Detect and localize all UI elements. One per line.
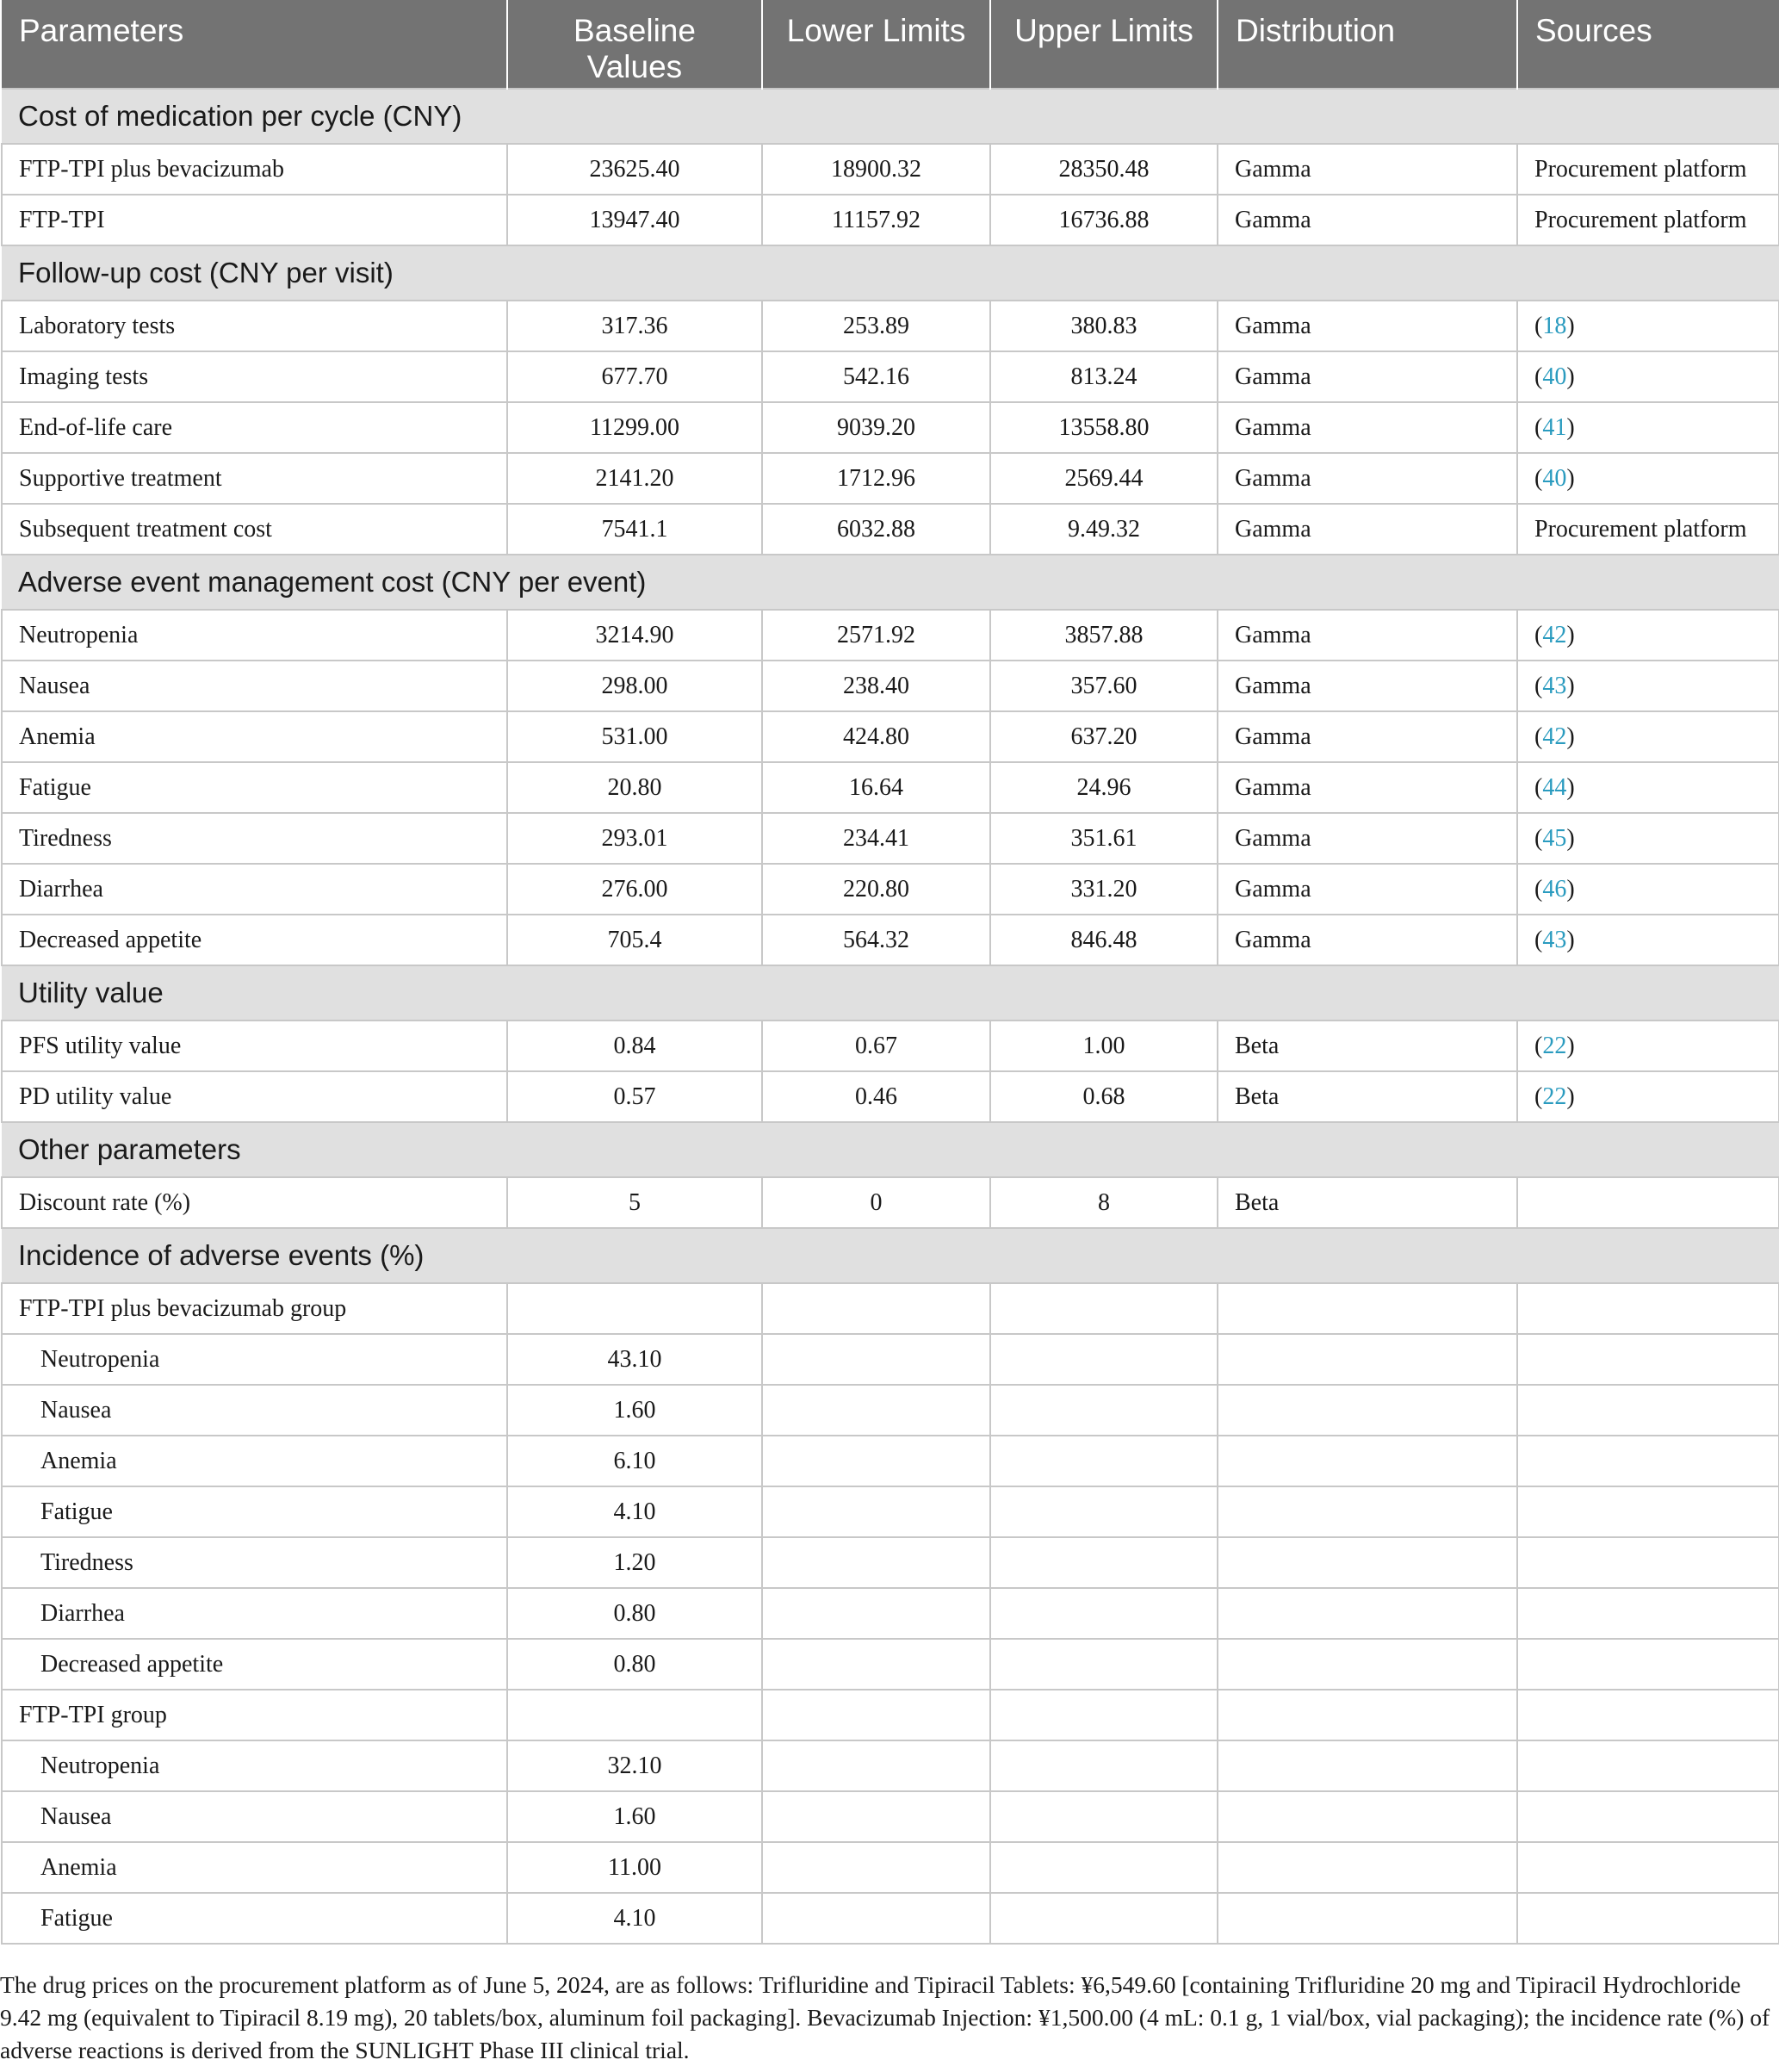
parameter-name: Neutropenia <box>2 1740 507 1791</box>
upper-limit: 351.61 <box>990 813 1218 864</box>
ref-paren-open: ( <box>1534 464 1543 492</box>
parameter-name: Nausea <box>2 1791 507 1842</box>
distribution: Gamma <box>1218 301 1517 351</box>
baseline-value: 1.20 <box>507 1537 762 1588</box>
distribution: Gamma <box>1218 864 1517 915</box>
baseline-value: 43.10 <box>507 1334 762 1385</box>
parameter-name: Supportive treatment <box>2 453 507 504</box>
source <box>1517 1639 1779 1690</box>
section-title: Incidence of adverse events (%) <box>2 1228 1779 1283</box>
lower-limit: 220.80 <box>762 864 990 915</box>
lower-limit: 6032.88 <box>762 504 990 555</box>
table-row <box>2 661 1779 711</box>
upper-limit: 9.49.32 <box>990 504 1218 555</box>
table-row <box>2 610 1779 661</box>
ref-paren-open: ( <box>1534 413 1543 441</box>
distribution: Beta <box>1218 1020 1517 1071</box>
table-row <box>2 1740 1779 1791</box>
source-reference <box>1517 1020 1779 1071</box>
source <box>1517 1842 1779 1893</box>
upper-limit <box>990 1385 1218 1436</box>
source <box>1517 1588 1779 1639</box>
baseline-value: 20.80 <box>507 762 762 813</box>
lower-limit: 253.89 <box>762 301 990 351</box>
source <box>1517 1436 1779 1486</box>
source-reference <box>1517 402 1779 453</box>
source: Procurement platform <box>1517 195 1779 245</box>
source <box>1517 1690 1779 1740</box>
lower-limit: 542.16 <box>762 351 990 402</box>
source: Procurement platform <box>1517 504 1779 555</box>
parameters-table <box>1 0 1779 1945</box>
baseline-value <box>507 1283 762 1334</box>
table-row <box>2 711 1779 762</box>
table-row <box>2 1283 1779 1334</box>
distribution: Gamma <box>1218 661 1517 711</box>
source-reference <box>1517 915 1779 965</box>
table-row <box>2 504 1779 555</box>
baseline-value: 293.01 <box>507 813 762 864</box>
baseline-value: 4.10 <box>507 1893 762 1944</box>
upper-limit: 28350.48 <box>990 144 1218 195</box>
upper-limit <box>990 1436 1218 1486</box>
section-title: Other parameters <box>2 1122 1779 1177</box>
upper-limit <box>990 1334 1218 1385</box>
table-row <box>2 762 1779 813</box>
baseline-value: 4.10 <box>507 1486 762 1537</box>
lower-limit: 1712.96 <box>762 453 990 504</box>
baseline-value: 32.10 <box>507 1740 762 1791</box>
table-row <box>2 915 1779 965</box>
upper-limit: 16736.88 <box>990 195 1218 245</box>
ref-paren-open: ( <box>1534 312 1543 339</box>
lower-limit: 234.41 <box>762 813 990 864</box>
lower-limit <box>762 1385 990 1436</box>
upper-limit: 2569.44 <box>990 453 1218 504</box>
lower-limit: 2571.92 <box>762 610 990 661</box>
source <box>1517 1740 1779 1791</box>
reference-link[interactable]: 43 <box>1542 672 1567 699</box>
distribution <box>1218 1436 1517 1486</box>
upper-limit <box>990 1740 1218 1791</box>
source: Procurement platform <box>1517 144 1779 195</box>
lower-limit: 0 <box>762 1177 990 1228</box>
section-row <box>2 1228 1779 1283</box>
lower-limit: 18900.32 <box>762 144 990 195</box>
lower-limit <box>762 1690 990 1740</box>
parameter-name: Imaging tests <box>2 351 507 402</box>
parameter-name: Diarrhea <box>2 1588 507 1639</box>
distribution <box>1218 1893 1517 1944</box>
source-reference <box>1517 301 1779 351</box>
reference-link[interactable]: 43 <box>1542 926 1567 953</box>
lower-limit <box>762 1486 990 1537</box>
baseline-value: 0.57 <box>507 1071 762 1122</box>
table-row <box>2 402 1779 453</box>
source-reference <box>1517 351 1779 402</box>
lower-limit <box>762 1842 990 1893</box>
reference-link[interactable]: 45 <box>1542 824 1567 852</box>
source-reference <box>1517 813 1779 864</box>
parameter-name: Decreased appetite <box>2 915 507 965</box>
lower-limit: 9039.20 <box>762 402 990 453</box>
distribution <box>1218 1334 1517 1385</box>
distribution <box>1218 1740 1517 1791</box>
baseline-value: 23625.40 <box>507 144 762 195</box>
parameter-name: FTP-TPI plus bevacizumab group <box>2 1283 507 1334</box>
ref-paren-open: ( <box>1534 875 1543 903</box>
upper-limit: 8 <box>990 1177 1218 1228</box>
table-row <box>2 1791 1779 1842</box>
parameter-name: FTP-TPI <box>2 195 507 245</box>
table-row <box>2 351 1779 402</box>
distribution: Beta <box>1218 1177 1517 1228</box>
ref-paren-open: ( <box>1534 926 1543 953</box>
distribution <box>1218 1639 1517 1690</box>
parameter-name: Fatigue <box>2 762 507 813</box>
parameter-name: FTP-TPI plus bevacizumab <box>2 144 507 195</box>
table-header <box>2 0 1779 89</box>
distribution: Gamma <box>1218 453 1517 504</box>
table-row <box>2 1537 1779 1588</box>
section-title: Adverse event management cost (CNY per event) <box>2 555 1779 610</box>
baseline-value: 2141.20 <box>507 453 762 504</box>
distribution: Gamma <box>1218 610 1517 661</box>
ref-paren-open: ( <box>1534 363 1543 390</box>
table-row <box>2 195 1779 245</box>
lower-limit <box>762 1893 990 1944</box>
ref-paren-close: ) <box>1566 621 1575 648</box>
table-row <box>2 1385 1779 1436</box>
distribution <box>1218 1690 1517 1740</box>
table-row <box>2 1436 1779 1486</box>
baseline-value: 0.80 <box>507 1588 762 1639</box>
distribution: Gamma <box>1218 711 1517 762</box>
parameter-name: Anemia <box>2 1436 507 1486</box>
source-reference <box>1517 762 1779 813</box>
source <box>1517 1791 1779 1842</box>
lower-limit <box>762 1639 990 1690</box>
source <box>1517 1537 1779 1588</box>
reference-link[interactable]: 40 <box>1542 363 1567 390</box>
ref-paren-close: ) <box>1566 926 1575 953</box>
parameter-name: Tiredness <box>2 1537 507 1588</box>
source-reference <box>1517 1071 1779 1122</box>
baseline-value: 7541.1 <box>507 504 762 555</box>
lower-limit: 16.64 <box>762 762 990 813</box>
ref-paren-close: ) <box>1566 464 1575 492</box>
table-row <box>2 1486 1779 1537</box>
source-reference <box>1517 661 1779 711</box>
section-row <box>2 965 1779 1020</box>
distribution <box>1218 1791 1517 1842</box>
reference-link[interactable]: 22 <box>1542 1083 1567 1110</box>
baseline-value: 0.80 <box>507 1639 762 1690</box>
lower-limit <box>762 1740 990 1791</box>
parameter-name: PFS utility value <box>2 1020 507 1071</box>
baseline-value: 705.4 <box>507 915 762 965</box>
distribution: Gamma <box>1218 144 1517 195</box>
upper-limit: 637.20 <box>990 711 1218 762</box>
table-row <box>2 1071 1779 1122</box>
ref-paren-close: ) <box>1566 1032 1575 1059</box>
reference-link[interactable]: 44 <box>1542 773 1567 801</box>
table-footnote: The drug prices on the procurement platform as of June 5, 2024, are as follows: Trifluridine and Tipiracil Tablets: ¥6,549.60 [containing Trifluridine 20 mg and Tipiracil Hydrochloride 9.42 mg (equivalent to Tipiracil 8.19 mg), 20 tablets/box, aluminum foil packaging]. Bevacizumab Injection: ¥1,500.00 (4 mL: 0.1 g, 1 vial/box, vial packaging); the incidence rate (%) of adverse reactions is derived from the SUNLIGHT Phase III clinical trial. <box>0 1971 1770 2063</box>
header-baseline-values: Baseline Values <box>507 0 762 89</box>
source-reference <box>1517 864 1779 915</box>
source-reference <box>1517 711 1779 762</box>
table-row <box>2 1690 1779 1740</box>
parameter-name: Neutropenia <box>2 1334 507 1385</box>
upper-limit <box>990 1588 1218 1639</box>
ref-paren-open: ( <box>1534 1032 1543 1059</box>
parameter-name: Anemia <box>2 711 507 762</box>
distribution: Gamma <box>1218 504 1517 555</box>
lower-limit: 0.46 <box>762 1071 990 1122</box>
lower-limit <box>762 1436 990 1486</box>
section-title: Follow-up cost (CNY per visit) <box>2 245 1779 301</box>
ref-paren-open: ( <box>1534 1083 1543 1110</box>
parameter-name: Decreased appetite <box>2 1639 507 1690</box>
distribution: Gamma <box>1218 813 1517 864</box>
baseline-value: 11299.00 <box>507 402 762 453</box>
table-row <box>2 1639 1779 1690</box>
parameter-name: Nausea <box>2 661 507 711</box>
reference-link[interactable]: 41 <box>1542 413 1567 441</box>
header-row <box>2 0 1779 89</box>
header-sources: Sources <box>1517 0 1779 89</box>
distribution <box>1218 1588 1517 1639</box>
upper-limit: 331.20 <box>990 864 1218 915</box>
ref-paren-open: ( <box>1534 773 1543 801</box>
lower-limit <box>762 1791 990 1842</box>
distribution <box>1218 1537 1517 1588</box>
table-row <box>2 1893 1779 1944</box>
upper-limit <box>990 1639 1218 1690</box>
reference-link[interactable]: 42 <box>1542 621 1567 648</box>
source-reference <box>1517 610 1779 661</box>
table-row <box>2 301 1779 351</box>
ref-paren-open: ( <box>1534 672 1543 699</box>
source-reference <box>1517 453 1779 504</box>
lower-limit <box>762 1283 990 1334</box>
baseline-value: 1.60 <box>507 1385 762 1436</box>
upper-limit: 813.24 <box>990 351 1218 402</box>
upper-limit: 24.96 <box>990 762 1218 813</box>
baseline-value: 317.36 <box>507 301 762 351</box>
distribution: Beta <box>1218 1071 1517 1122</box>
upper-limit <box>990 1690 1218 1740</box>
distribution <box>1218 1486 1517 1537</box>
lower-limit: 564.32 <box>762 915 990 965</box>
upper-limit: 3857.88 <box>990 610 1218 661</box>
ref-paren-close: ) <box>1566 312 1575 339</box>
parameter-name: Discount rate (%) <box>2 1177 507 1228</box>
parameter-name: Neutropenia <box>2 610 507 661</box>
table-row <box>2 1020 1779 1071</box>
upper-limit <box>990 1842 1218 1893</box>
source <box>1517 1486 1779 1537</box>
lower-limit <box>762 1537 990 1588</box>
section-row <box>2 1122 1779 1177</box>
baseline-value: 5 <box>507 1177 762 1228</box>
ref-paren-close: ) <box>1566 363 1575 390</box>
lower-limit: 424.80 <box>762 711 990 762</box>
ref-paren-close: ) <box>1566 1083 1575 1110</box>
ref-paren-close: ) <box>1566 723 1575 750</box>
baseline-value: 1.60 <box>507 1791 762 1842</box>
parameter-name: Anemia <box>2 1842 507 1893</box>
table-row <box>2 144 1779 195</box>
baseline-value: 276.00 <box>507 864 762 915</box>
table-row <box>2 1842 1779 1893</box>
ref-paren-close: ) <box>1566 672 1575 699</box>
table-row <box>2 1334 1779 1385</box>
ref-paren-close: ) <box>1566 773 1575 801</box>
lower-limit: 11157.92 <box>762 195 990 245</box>
upper-limit <box>990 1283 1218 1334</box>
section-title: Cost of medication per cycle (CNY) <box>2 89 1779 144</box>
distribution: Gamma <box>1218 195 1517 245</box>
upper-limit: 846.48 <box>990 915 1218 965</box>
baseline-value: 13947.40 <box>507 195 762 245</box>
table-row <box>2 864 1779 915</box>
ref-paren-close: ) <box>1566 413 1575 441</box>
baseline-value <box>507 1690 762 1740</box>
parameter-name: Tiredness <box>2 813 507 864</box>
lower-limit <box>762 1334 990 1385</box>
lower-limit: 0.67 <box>762 1020 990 1071</box>
baseline-value: 11.00 <box>507 1842 762 1893</box>
section-title: Utility value <box>2 965 1779 1020</box>
header-distribution: Distribution <box>1218 0 1517 89</box>
distribution <box>1218 1842 1517 1893</box>
source <box>1517 1385 1779 1436</box>
parameter-name: Diarrhea <box>2 864 507 915</box>
ref-paren-open: ( <box>1534 621 1543 648</box>
source <box>1517 1334 1779 1385</box>
section-row <box>2 555 1779 610</box>
parameter-name: Fatigue <box>2 1893 507 1944</box>
section-row <box>2 89 1779 144</box>
upper-limit: 13558.80 <box>990 402 1218 453</box>
reference-link[interactable]: 42 <box>1542 723 1567 750</box>
parameter-name: End-of-life care <box>2 402 507 453</box>
reference-link[interactable]: 22 <box>1542 1032 1567 1059</box>
lower-limit: 238.40 <box>762 661 990 711</box>
header-parameters: Parameters <box>2 0 507 89</box>
parameter-name: Subsequent treatment cost <box>2 504 507 555</box>
ref-paren-close: ) <box>1566 824 1575 852</box>
table-row <box>2 813 1779 864</box>
source <box>1517 1177 1779 1228</box>
header-lower-limits: Lower Limits <box>762 0 990 89</box>
source <box>1517 1893 1779 1944</box>
reference-link[interactable]: 46 <box>1542 875 1567 903</box>
baseline-value: 6.10 <box>507 1436 762 1486</box>
parameter-name: FTP-TPI group <box>2 1690 507 1740</box>
baseline-value: 3214.90 <box>507 610 762 661</box>
upper-limit: 0.68 <box>990 1071 1218 1122</box>
source <box>1517 1283 1779 1334</box>
parameter-name: Nausea <box>2 1385 507 1436</box>
baseline-value: 531.00 <box>507 711 762 762</box>
parameter-name: Fatigue <box>2 1486 507 1537</box>
reference-link[interactable]: 40 <box>1542 464 1567 492</box>
upper-limit: 1.00 <box>990 1020 1218 1071</box>
table-row <box>2 1177 1779 1228</box>
header-upper-limits: Upper Limits <box>990 0 1218 89</box>
upper-limit <box>990 1893 1218 1944</box>
distribution: Gamma <box>1218 915 1517 965</box>
upper-limit <box>990 1486 1218 1537</box>
table-body <box>2 89 1779 1944</box>
upper-limit <box>990 1791 1218 1842</box>
distribution <box>1218 1283 1517 1334</box>
distribution: Gamma <box>1218 351 1517 402</box>
baseline-value: 677.70 <box>507 351 762 402</box>
table-row <box>2 1588 1779 1639</box>
distribution: Gamma <box>1218 762 1517 813</box>
section-row <box>2 245 1779 301</box>
parameter-name: Laboratory tests <box>2 301 507 351</box>
table-row <box>2 453 1779 504</box>
baseline-value: 298.00 <box>507 661 762 711</box>
distribution: Gamma <box>1218 402 1517 453</box>
ref-paren-open: ( <box>1534 723 1543 750</box>
upper-limit: 357.60 <box>990 661 1218 711</box>
parameter-name: PD utility value <box>2 1071 507 1122</box>
reference-link[interactable]: 18 <box>1542 312 1567 339</box>
distribution <box>1218 1385 1517 1436</box>
ref-paren-open: ( <box>1534 824 1543 852</box>
lower-limit <box>762 1588 990 1639</box>
upper-limit: 380.83 <box>990 301 1218 351</box>
baseline-value: 0.84 <box>507 1020 762 1071</box>
ref-paren-close: ) <box>1566 875 1575 903</box>
upper-limit <box>990 1537 1218 1588</box>
